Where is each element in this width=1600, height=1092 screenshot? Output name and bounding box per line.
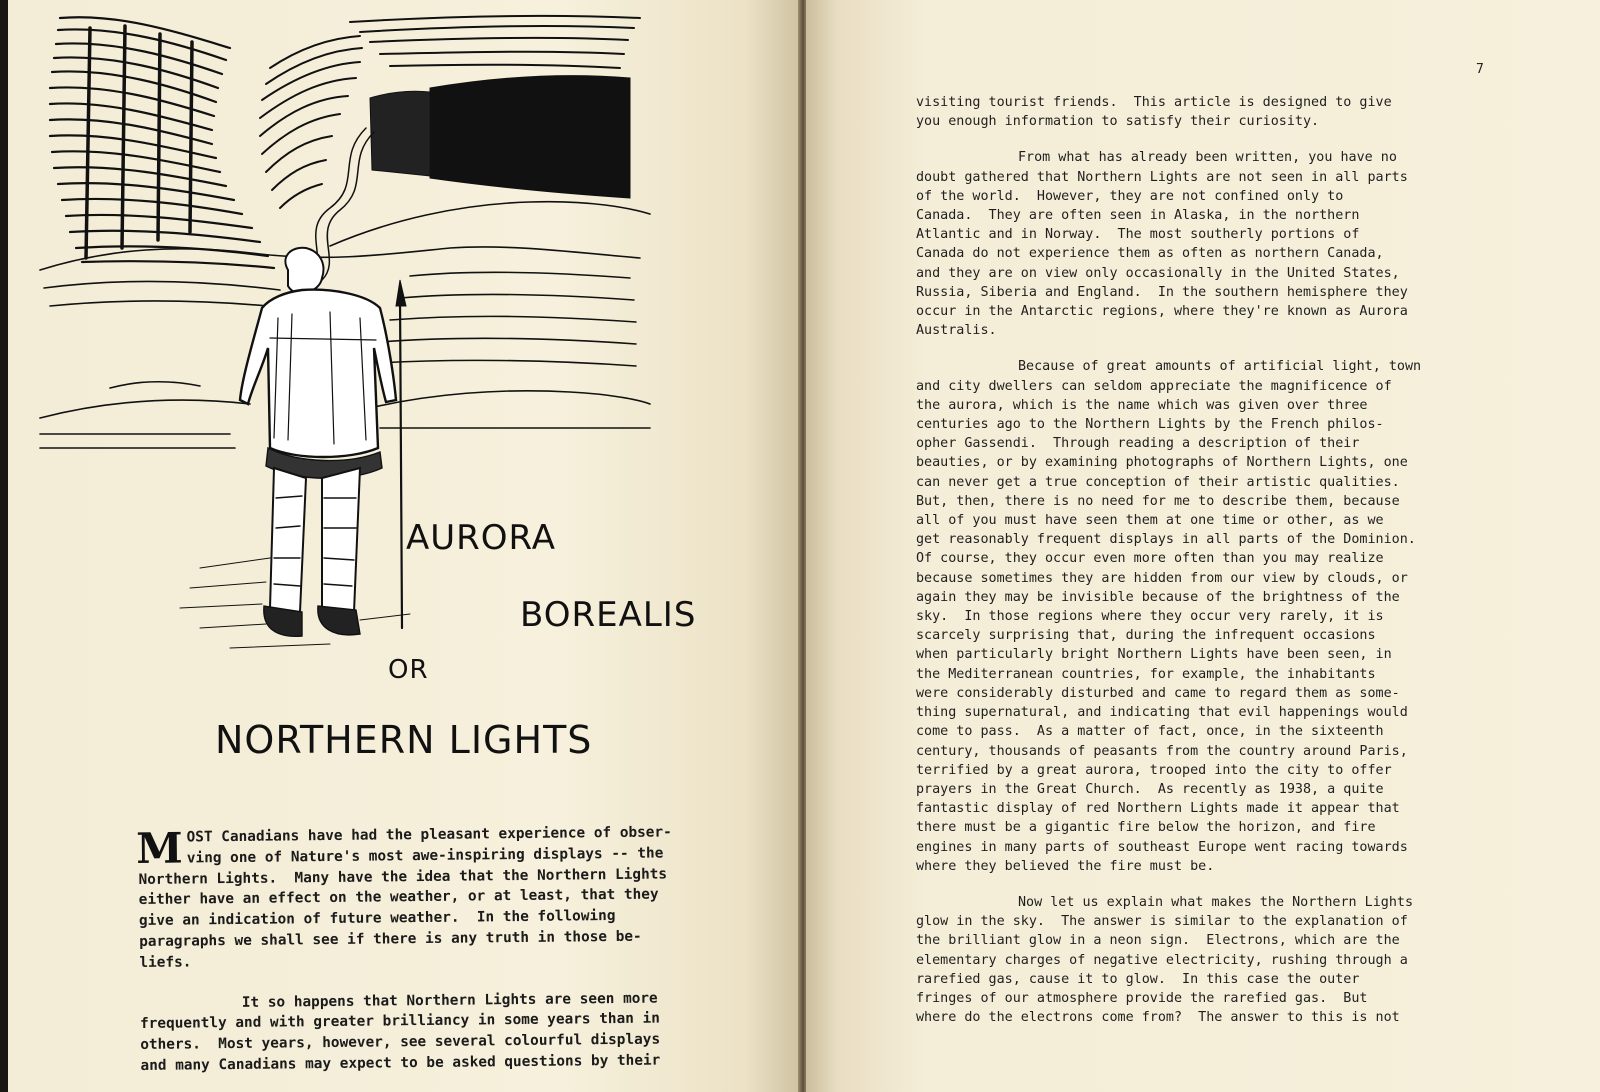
title-aurora: AURORA [406, 518, 557, 558]
text-line: scarcely surprising that, during the infrequent occasions [916, 628, 1376, 644]
text-line: sky. In those regions where they occur very rarely, it is [916, 609, 1384, 625]
text-line: Canada. They are often seen in Alaska, in the northern [916, 208, 1360, 224]
text-line: Atlantic and in Norway. The most southerly portions of [916, 227, 1360, 243]
text-line: can never get a true conception of their artistic qualities. [916, 474, 1400, 490]
right-paragraph-1 [916, 93, 1506, 131]
text-line: and many Canadians may expect to be asked questions by their [140, 1052, 661, 1074]
right-paragraph-3 [916, 357, 1506, 875]
text-line: there must be a gigantic fire below the horizon, and fire [916, 820, 1376, 836]
title-northern-lights: NORTHERN LIGHTS [215, 718, 593, 762]
text-line: beauties, or by examining photographs of Northern Lights, one [916, 455, 1408, 471]
text-line: But, then, there is no need for me to describe them, because [916, 493, 1400, 509]
text-line: the aurora, which is the name which was given over three [916, 397, 1368, 413]
drop-cap: M [135, 823, 183, 874]
text-line: the brilliant glow in a neon sign. Electrons, which are the [916, 933, 1400, 949]
text-line: engines in many parts of southeast Europe went racing towards [916, 839, 1408, 855]
text-line: the Mediterranean countries, for example, the inhabitants [916, 666, 1376, 682]
text-line: either have an effect on the weather, or at least, that they [138, 886, 659, 909]
text-line: Russia, Siberia and England. In the southern hemisphere they [916, 284, 1408, 300]
text-line: From what has already been written, you have no [1018, 150, 1397, 166]
text-line: prayers in the Great Church. As recently as 1938, a quite [916, 781, 1384, 797]
right-article-text [916, 93, 1506, 1027]
text-line: century, thousands of peasants from the country around Paris, [916, 743, 1408, 759]
text-line: and city dwellers can seldom appreciate the magnificence of [916, 378, 1392, 394]
text-line: Of course, they occur even more often than you may realize [916, 551, 1384, 567]
text-line: paragraphs we shall see if there is any truth in those be- [139, 928, 642, 950]
text-line: of the world. However, they are not confined only to [916, 188, 1344, 204]
text-line: and they are on view only occasionally in the United States, [916, 265, 1400, 281]
text-line: occur in the Antarctic regions, where they're known as Aurora [916, 304, 1408, 320]
left-paragraph-1 [135, 822, 729, 974]
text-line: again they may be invisible because of the brightness of the [916, 589, 1400, 605]
text-line: Because of great amounts of artificial light, town [1018, 359, 1422, 375]
text-line: doubt gathered that Northern Lights are not seen in all parts [916, 169, 1408, 185]
title-borealis: BOREALIS [520, 595, 697, 635]
text-line: opher Gassendi. Through reading a description of their [916, 436, 1360, 452]
text-line: come to pass. As a matter of fact, once, in the sixteenth [916, 724, 1384, 740]
right-paragraph-2 [916, 148, 1506, 340]
left-paragraph-2 [140, 987, 731, 1076]
text-line: Canada do not experience them as often as northern Canada, [916, 246, 1384, 262]
text-line: terrified by a great aurora, trooped into the city to offer [916, 762, 1392, 778]
text-line: because sometimes they are hidden from our view by clouds, or [916, 570, 1408, 586]
text-line: fringes of our atmosphere provide the rarefied gas. But [916, 990, 1368, 1006]
text-line: ving one of Nature's most awe-inspiring displays -- the [186, 845, 664, 867]
right-paragraph-4 [916, 893, 1506, 1027]
text-line: It so happens that Northern Lights are seen more [241, 990, 658, 1011]
text-line: Australis. [916, 323, 997, 339]
text-line: thing supernatural, and indicating that evil happenings would [916, 705, 1408, 721]
text-line: others. Most years, however, see several colourful displays [140, 1031, 661, 1054]
text-line: rarefied gas, cause it to glow. In this case the outer [916, 971, 1360, 987]
aurora-illustration [30, 8, 660, 668]
left-article-text [135, 822, 731, 1077]
text-line: get reasonably frequent displays in all parts of the Dominion. [916, 532, 1416, 548]
text-line: all of you must have seen them at one time or other, as we [916, 513, 1384, 529]
text-line: visiting tourist friends. This article is designed to give [916, 95, 1392, 110]
text-line: when particularly bright Northern Lights have been seen, in [916, 647, 1392, 663]
text-line: Now let us explain what makes the Northern Lights [1018, 894, 1414, 910]
text-line: where they believed the fire must be. [916, 858, 1215, 874]
text-line: fantastic display of red Northern Lights made it appear that [916, 801, 1400, 817]
text-line: elementary charges of negative electricity, rushing through a [916, 952, 1408, 968]
title-or: OR [388, 655, 429, 685]
text-line: OST Canadians have had the pleasant experience of obser- [186, 824, 672, 846]
text-line: glow in the sky. The answer is similar to the explanation of [916, 914, 1408, 930]
text-line: give an indication of future weather. In the following [138, 908, 616, 930]
text-line: centuries ago to the Northern Lights by the French philos- [916, 417, 1384, 433]
page-number: 7 [1476, 62, 1484, 77]
text-line: where do the electrons come from? The answer to this is not [916, 1010, 1400, 1026]
text-line: liefs. [139, 954, 192, 971]
text-line: frequently and with greater brilliancy in some years than in [139, 1010, 660, 1033]
text-line: were considerably disturbed and came to regard them as some- [916, 685, 1400, 701]
text-line: you enough information to satisfy their curiosity. [916, 114, 1320, 130]
text-line: Northern Lights. Many have the idea that the Northern Lights [138, 866, 668, 888]
